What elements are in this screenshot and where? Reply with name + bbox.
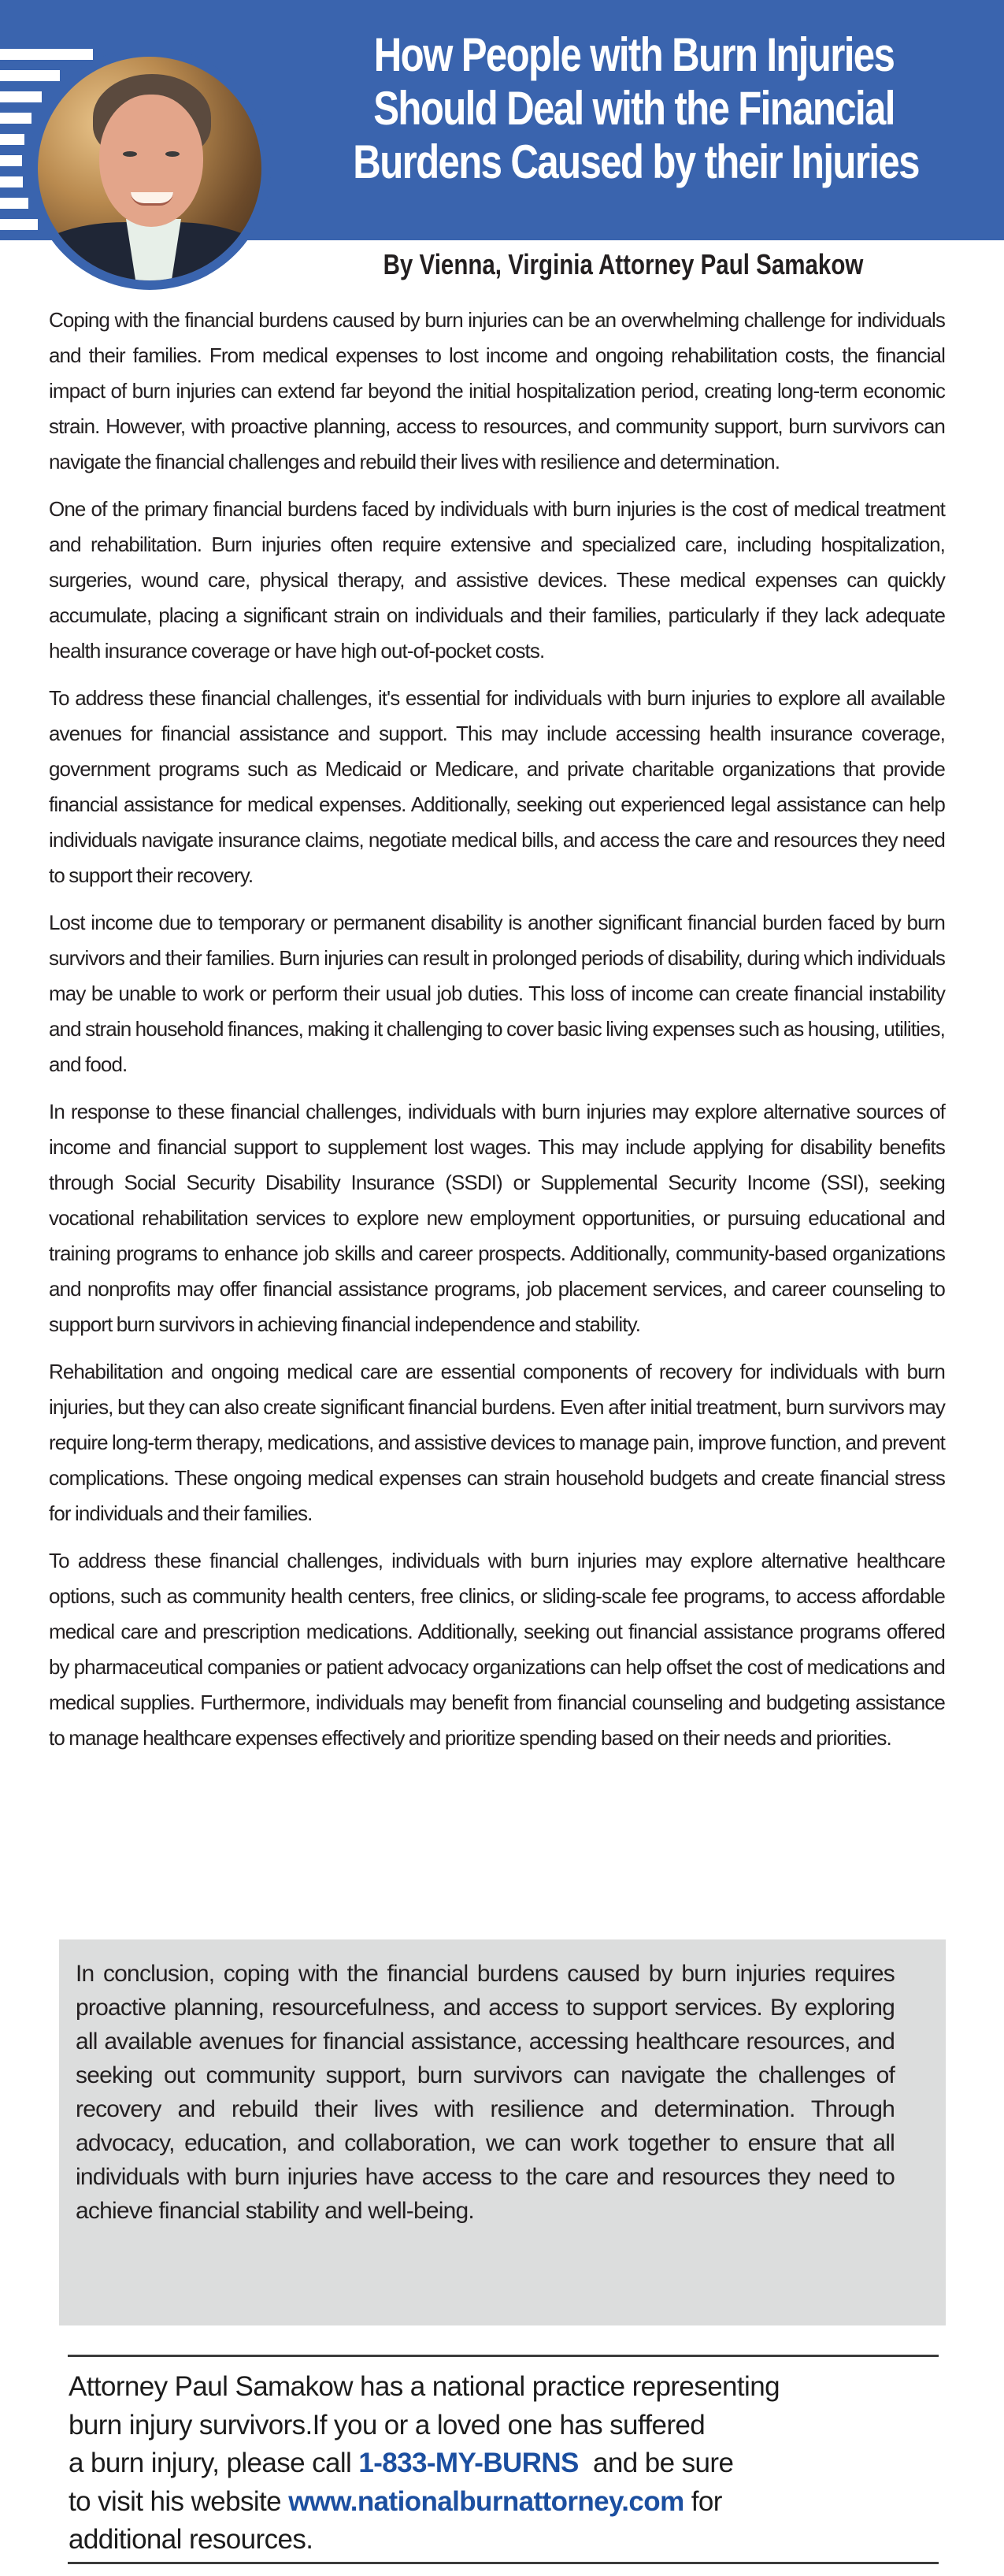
conclusion-text: In conclusion, coping with the financial burdens caused by burn injuries requires proactive planning, resourcefulness, and access to support services. By exploring all available avenues for financial assistance, accessing healthcare resources, and seeking out community support, burn survivors can navigate the challenges of recovery and rebuild their lives with resilience and determination. Through advocacy, education, and collaboration, we can work together to ensure that all individuals with burn injuries have access to the care and resources they need to achieve financial stability and well-being. xyxy=(76,1961,895,2224)
footer-line xyxy=(69,2483,856,2522)
portrait-eye xyxy=(165,151,180,157)
stripe xyxy=(0,70,60,81)
portrait-smile xyxy=(131,192,173,206)
stripe xyxy=(0,49,93,60)
portrait-face xyxy=(99,95,203,227)
stripe xyxy=(0,113,31,124)
footer-visit-text: to visit his website xyxy=(69,2485,289,2517)
paragraph: Rehabilitation and ongoing medical care are essential components of recovery for individuals with burn injuries, but they can also create significant financial burdens. Even after initial treatment, burn survivors may require long-term therapy, medications, and assistive devices to manage pain, improve function, and prevent complications. These ongoing medical expenses can strain household budgets and create financial stress for individuals and their families. xyxy=(49,1360,945,1525)
stripe xyxy=(0,134,24,145)
title-line: Should Deal with the Financial xyxy=(373,82,895,135)
stripe xyxy=(0,176,23,187)
footer-line: additional resources. xyxy=(69,2524,313,2555)
title-line: Burdens Caused by their Injuries xyxy=(353,135,919,188)
title-line: How People with Burn Injuries xyxy=(373,28,895,81)
contact-footer xyxy=(68,2355,939,2564)
footer-line: burn injury survivors.If you or a loved one has suffered xyxy=(69,2409,706,2441)
portrait-frame xyxy=(28,47,271,290)
footer-line xyxy=(69,2444,856,2483)
conclusion-box xyxy=(59,1939,946,2325)
stripe xyxy=(0,219,38,230)
phone-link[interactable]: 1-833-MY-BURNS xyxy=(358,2448,579,2478)
website-link[interactable]: www.nationalburnattorney.com xyxy=(288,2485,684,2517)
footer-line: Attorney Paul Samakow has a national practice representing xyxy=(69,2371,780,2402)
stripe xyxy=(0,91,42,102)
byline: By Vienna, Virginia Attorney Paul Samakow xyxy=(383,248,864,280)
article-title xyxy=(353,28,919,189)
paragraph: One of the primary financial burdens faced by individuals with burn injuries is the cost of medical treatment and rehabilitation. Burn injuries often require extensive and specialized care, including hospitalization, surgeries, wound care, physical therapy, and assistive devices. These medical expenses can quickly accumulate, placing a significant strain on individuals and their families, particularly if they lack adequate health insurance coverage or have high out-of-pocket costs. xyxy=(49,497,945,663)
stripe xyxy=(0,198,28,209)
paragraph: To address these financial challenges, individuals with burn injuries may explore alternative healthcare options, such as community health centers, free clinics, or sliding-scale fee programs, to access affordable medical care and prescription medications. Additionally, seeking out financial assistance programs offered by pharmaceutical companies or patient advocacy organizations can help offset the cost of medications and medical supplies. Furthermore, individuals may benefit from financial counseling and budgeting assistance to manage healthcare expenses effectively and prioritize spending based on their needs and priorities. xyxy=(49,1549,945,1750)
paragraph: Lost income due to temporary or permanent disability is another significant financial burden faced by burn survivors and their families. Burn injuries can result in prolonged periods of disability, during which individuals may be unable to work or perform their usual job duties. This loss of income can create financial instability and strain household finances, making it challenging to cover basic living expenses such as housing, utilities, and food. xyxy=(49,911,945,1076)
article-body xyxy=(49,303,945,1768)
portrait-eye xyxy=(123,151,137,157)
portrait-shirt xyxy=(126,219,181,280)
footer-call-text: a burn injury, please call xyxy=(69,2448,359,2478)
stripe xyxy=(0,155,22,166)
paragraph: Coping with the financial burdens caused by burn injuries can be an overwhelming challenge for individuals and their families. From medical expenses to lost income and ongoing rehabilitation costs, the financial impact of burn injuries can extend far beyond the initial hospitalization period, creating long-term economic strain. However, with proactive planning, access to resources, and community support, burn survivors can navigate the financial challenges and rebuild their lives with resilience and determination. xyxy=(49,308,945,473)
footer-text xyxy=(69,2368,856,2559)
paragraph: In response to these financial challenges, individuals with burn injuries may explore alternative sources of income and financial support to supplement lost wages. This may include applying for disability benefits through Social Security Disability Insurance (SSDI) or Supplemental Security Income (SSI), seeking vocational rehabilitation services to explore new employment opportunities, or pursuing educational and training programs to enhance job skills and career prospects. Additionally, community-based organizations and nonprofits may offer financial assistance programs, job placement services, and career counseling to support burn survivors in achieving financial independence and stability. xyxy=(49,1100,945,1336)
footer-be-sure-text: and be sure xyxy=(578,2448,734,2478)
attorney-portrait-image xyxy=(38,57,261,280)
paragraph: To address these financial challenges, it's essential for individuals with burn injuries to explore all available avenues for financial assistance and support. This may include accessing health insurance coverage, government programs such as Medicaid or Medicare, and private charitable organizations that provide financial assistance for medical expenses. Additionally, seeking out experienced legal assistance can help individuals navigate insurance claims, negotiate medical bills, and access the care and resources they need to support their recovery. xyxy=(49,686,945,887)
footer-for-text: for xyxy=(684,2485,722,2517)
